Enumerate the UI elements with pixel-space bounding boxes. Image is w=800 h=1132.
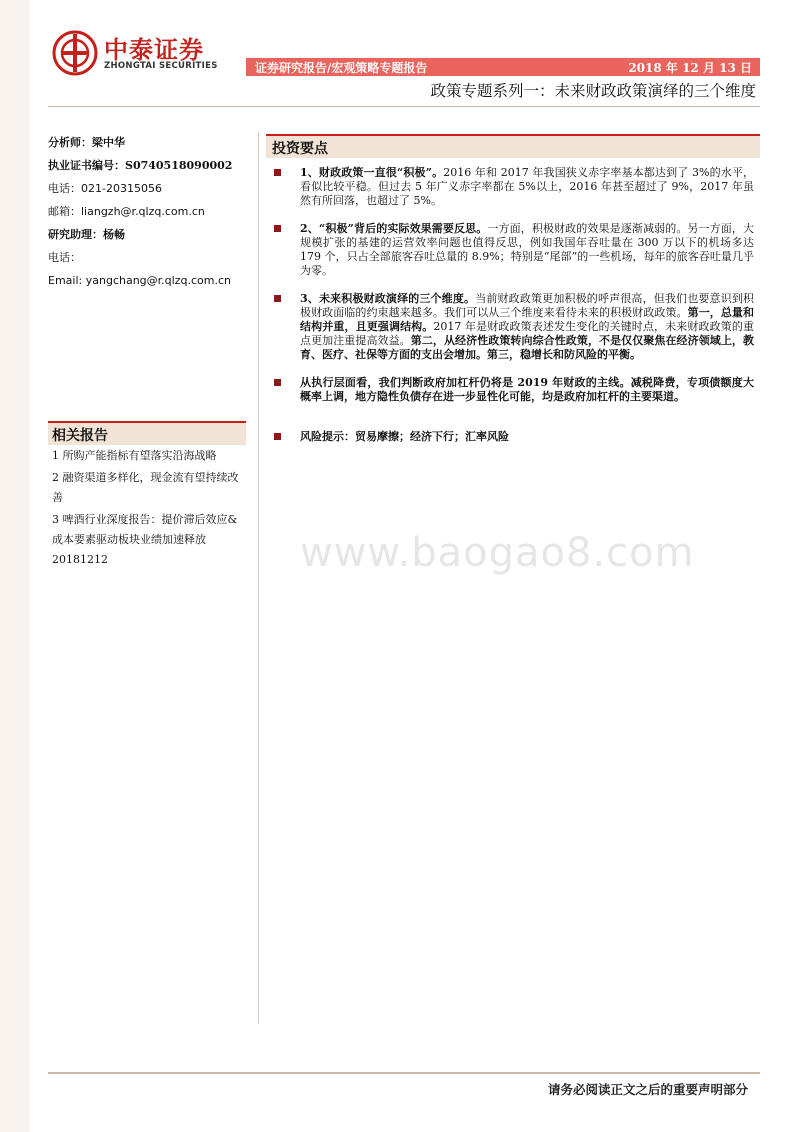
column-divider: [258, 132, 259, 1024]
cert-row: 执业证书编号：S0740518090002: [48, 159, 233, 172]
risk-warning: 风险提示：贸易摩擦；经济下行；汇率风险: [272, 430, 754, 444]
analyst-name: 梁中华: [92, 136, 125, 149]
square-bullet-icon: [274, 169, 281, 176]
phone2-row: 电话：: [48, 251, 81, 264]
investment-highlights-heading: 投资要点: [266, 134, 760, 158]
related-reports-heading: 相关报告: [48, 421, 246, 445]
email-row: 邮箱：liangzh@r.qlzq.com.cn: [48, 205, 205, 218]
assistant-row: 研究助理：杨畅: [48, 228, 125, 241]
left-margin-band: [0, 0, 30, 1132]
related-reports-list: [52, 446, 244, 572]
related-report-item[interactable]: 2 融资渠道多样化，现金流有望持续改善: [52, 471, 239, 504]
header-divider: [48, 106, 760, 107]
report-date: 2018 年 12 月 13 日: [628, 61, 752, 75]
investment-points: [272, 166, 754, 458]
investment-point-3: 3、未来积极财政演绎的三个维度。当前财政政策更加积极的呼声很高，但我们也要意识到积极财政面临的约束越来越多。我们可以从三个维度来看待未来的积极财政政策。第一，总量和结构并重，且更强调结构。2017 年是财政政策表述发生变化的关键时点，未来财政政策的重点更加注重提高效益。第二，从经济性政策转向综合性政策，不是仅仅聚焦在经济领域上，教育、医疗、社保等方面的支出会增加。第三，稳增长和防风险的平衡。: [272, 292, 754, 362]
related-report-item[interactable]: 1 所购产能指标有望落实沿海战略: [52, 449, 217, 462]
footer-divider: [48, 1072, 760, 1074]
report-category: 证券研究报告/宏观策略专题报告: [255, 61, 428, 75]
email2-address[interactable]: yangchang@r.qlzq.com.cn: [85, 274, 231, 287]
zhongtai-logo-icon: [52, 30, 98, 76]
square-bullet-icon: [274, 295, 281, 302]
investment-point-4: 从执行层面看，我们判断政府加杠杆仍将是 2019 年财政的主线。减税降费，专项债额度大概率上调，地方隐性负债存在进一步显性化可能，均是政府加杠杆的主要渠道。: [272, 376, 754, 404]
square-bullet-icon: [274, 433, 281, 440]
analyst-row: 分析师：梁中华: [48, 136, 125, 149]
related-report-item[interactable]: 3 啤酒行业深度报告：提价滞后效应&成本要素驱动板块业绩加速释放 20181212: [52, 513, 238, 566]
email-address[interactable]: liangzh@r.qlzq.com.cn: [81, 205, 205, 218]
cert-number: S0740518090002: [125, 159, 233, 172]
square-bullet-icon: [274, 225, 281, 232]
phone-row: 电话：021-20315056: [48, 182, 162, 195]
investment-point-1: 1、财政政策一直很“积极”。2016 年和 2017 年我国狭义赤字率基本都达到了 3%的水平，看似比较平稳。但过去 5 年广义赤字率都在 5%以上，2016 年甚至超过了 9%，2017 年虽然有所回落，也超过了 5%。: [272, 166, 754, 208]
disclaimer-footer: 请务必阅读正文之后的重要声明部分: [547, 1082, 748, 1097]
phone-number: 021-20315056: [81, 182, 162, 195]
email2-row: Email: yangchang@r.qlzq.com.cn: [48, 274, 231, 287]
square-bullet-icon: [274, 379, 281, 386]
investment-point-2: 2、“积极”背后的实际效果需要反思。一方面，积极财政的效果是逐渐减弱的。另一方面，大规模扩张的基建的运营效率问题也值得反思，例如我国年吞吐量在 300 万以下的机场多达 179 个，只占全部旅客吞吐总量的 8.9%；特别是“尾部”的一些机场，每年的旅客吞吐量几乎为零。: [272, 222, 754, 278]
assistant-name: 杨畅: [103, 228, 125, 241]
report-title: 政策专题系列一：未来财政政策演绎的三个维度: [430, 82, 756, 100]
analyst-info: [48, 135, 246, 296]
logo-name-en: ZHONGTAI SECURITIES: [104, 61, 218, 71]
logo-name-cn: 中泰证券: [104, 36, 204, 64]
watermark: www.baogao8.com: [300, 530, 695, 576]
report-category-bar: [246, 58, 760, 76]
company-logo: [52, 30, 222, 80]
